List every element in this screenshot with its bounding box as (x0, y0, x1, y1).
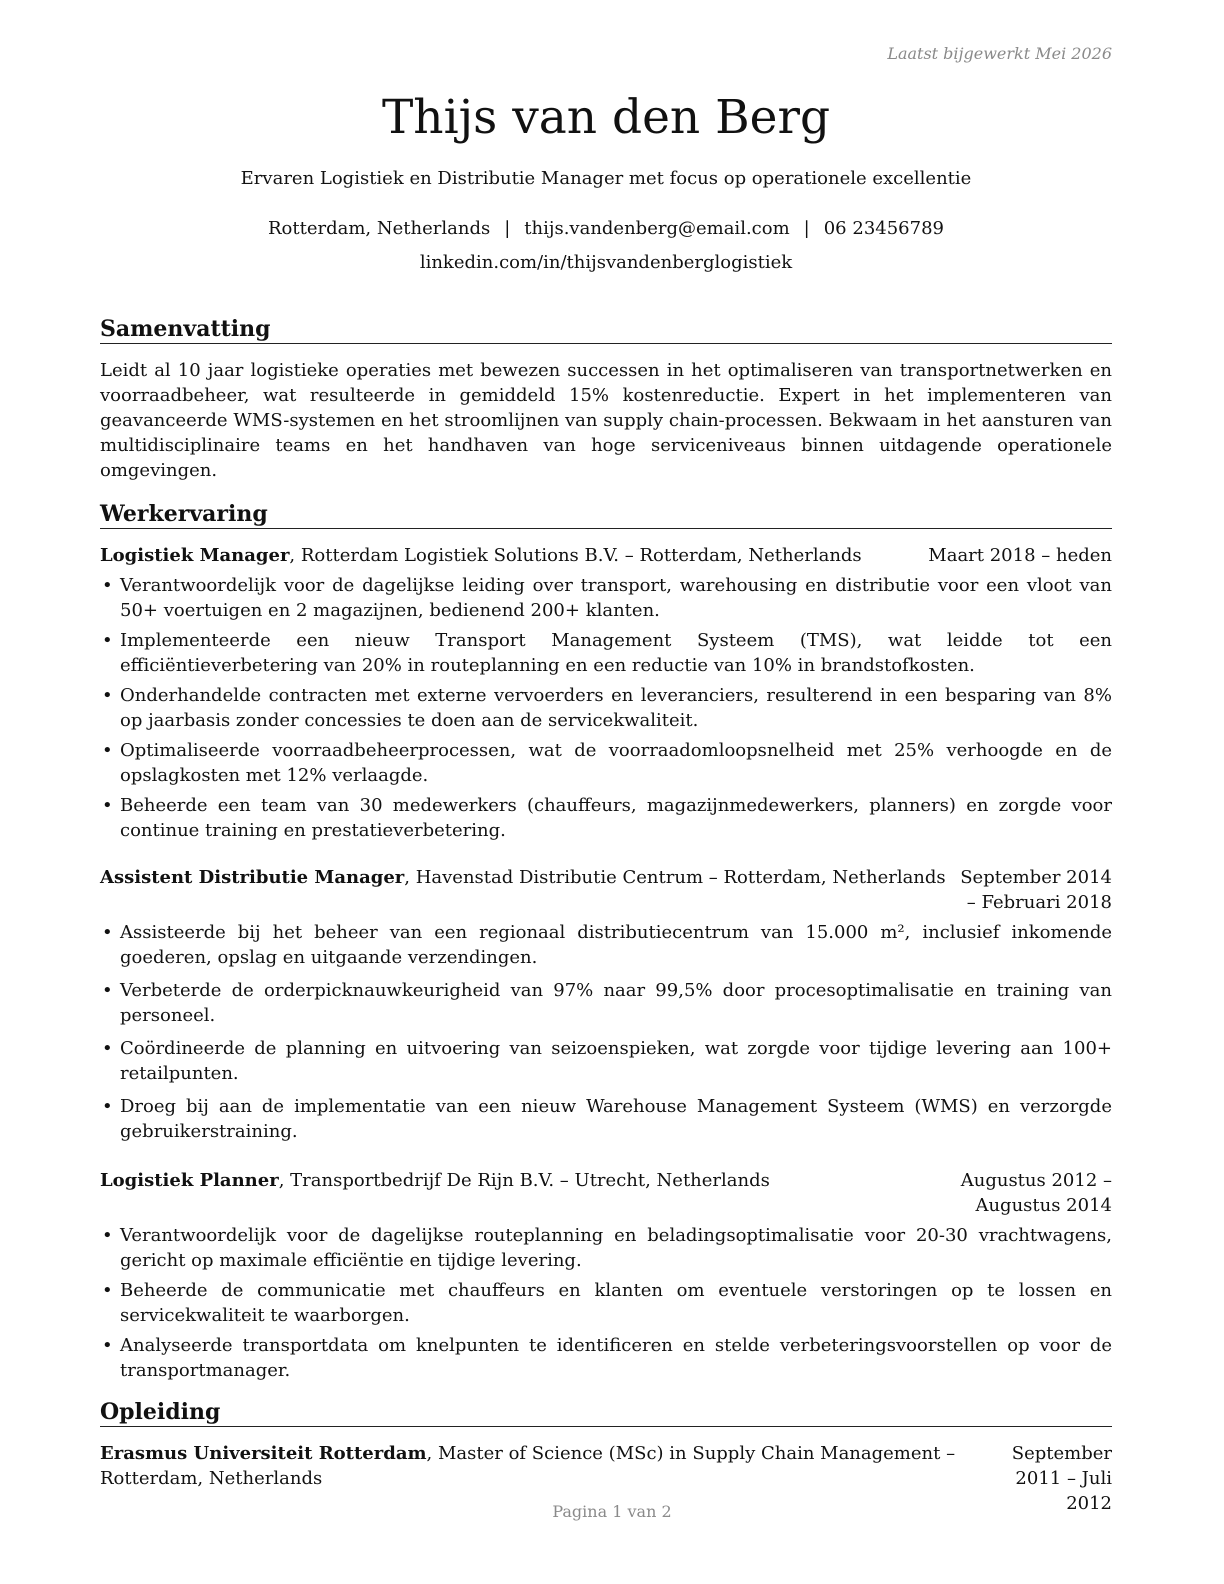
job-bullets (100, 920, 1112, 1144)
job-role: Assistent Distributie Manager (100, 867, 405, 888)
job-title-line (100, 865, 946, 915)
bullet-item: • Analyseerde transportdata om knelpunten te identificeren en stelde verbeteringsvoorstellen op voor de transportmanager. (100, 1333, 1112, 1383)
education-school: Erasmus Universiteit Rotterdam (100, 1443, 427, 1464)
separator: | (803, 218, 810, 239)
job-dates: Maart 2018 – heden (928, 545, 1112, 566)
bullet-item: • Onderhandelde contracten met externe vervoerders en leveranciers, resulterend in een besparing van 8% op jaarbasis zonder concessies te doen aan de servicekwaliteit. (100, 683, 1112, 733)
contact-line (100, 216, 1112, 242)
job-title-line (100, 1168, 770, 1218)
phone: 06 23456789 (823, 218, 944, 239)
job-header (100, 543, 1112, 568)
separator: | (504, 218, 511, 239)
job-bullets (100, 1223, 1112, 1383)
job-title-line (100, 543, 862, 568)
bullet-item: • Beheerde de communicatie met chauffeurs en klanten om eventuele verstoringen op te lossen en servicekwaliteit te waarborgen. (100, 1278, 1112, 1328)
job-entry (100, 543, 1112, 843)
bullet-item: • Verantwoordelijk voor de dagelijkse routeplanning en beladingsoptimalisatie voor 20-30 vrachtwagens, gericht op maximale efficiëntie en tijdige levering. (100, 1223, 1112, 1273)
linkedin-link[interactable]: linkedin.com/in/thijsvandenberglogistiek (419, 252, 793, 273)
bullet-item: • Verbeterde de orderpicknauwkeurigheid van 97% naar 99,5% door procesoptimalisatie en training van personeel. (100, 978, 1112, 1028)
last-updated: Laatst bijgewerkt Mei 2026 (887, 44, 1112, 63)
tagline: Ervaren Logistiek en Distributie Manager met focus op operationele excellentie (240, 168, 972, 189)
job-company: , Rotterdam Logistiek Solutions B.V. – Rotterdam, Netherlands (289, 545, 862, 566)
job-role: Logistiek Planner (100, 1170, 279, 1191)
bullet-item: • Assisteerde bij het beheer van een regionaal distributiecentrum van 15.000 m², inclusief inkomende goederen, opslag en uitgaande verzendingen. (100, 920, 1112, 970)
job-entry (100, 865, 1112, 1144)
bullet-item: • Verantwoordelijk voor de dagelijkse leiding over transport, warehousing en distributie voor een vloot van 50+ voertuigen en 2 magazijnen, bedienend 200+ klanten. (100, 573, 1112, 623)
summary-text: Leidt al 10 jaar logistieke operaties met bewezen successen in het optimaliseren van transportnetwerken en voorraadbeheer, wat resulteerde in gemiddeld 15% kostenreductie. Expert in het implementeren van geavanceerde WMS-systemen en het stroomlijnen van supply chain-processen. Bekwaam in het aansturen van multidisciplinaire teams en het handhaven van hoge serviceniveaus binnen uitdagende operationele omgevingen. (100, 360, 1112, 481)
job-dates: Augustus 2012 – Augustus 2014 (960, 1170, 1112, 1216)
bullet-item: • Optimaliseerde voorraadbeheerprocessen, wat de voorraadomloopsnelheid met 25% verhoogde en de opslagkosten met 12% verlaagde. (100, 738, 1112, 788)
job-role: Logistiek Manager (100, 545, 290, 566)
candidate-name: Thijs van den Berg (381, 90, 831, 145)
education-dates: September 2011 – Juli 2012 (1011, 1443, 1112, 1514)
section-title-education: Opleiding (100, 1399, 1112, 1427)
job-header (100, 865, 1112, 915)
job-dates: September 2014 – Februari 2018 (960, 867, 1112, 913)
job-company: , Havenstad Distributie Centrum – Rotterdam, Netherlands (404, 867, 946, 888)
job-bullets (100, 573, 1112, 843)
bullet-item: • Beheerde een team van 30 medewerkers (chauffeurs, magazijnmedewerkers, planners) en zorgde voor continue training en prestatieverbetering. (100, 793, 1112, 843)
email-link[interactable]: thijs.vandenberg@email.com (524, 218, 790, 239)
job-header (100, 1168, 1112, 1218)
page-number: Pagina 1 van 2 (552, 1502, 672, 1521)
bullet-item: • Droeg bij aan de implementatie van een nieuw Warehouse Management Systeem (WMS) en verzorgde gebruikerstraining. (100, 1094, 1112, 1144)
location: Rotterdam, Netherlands (268, 218, 491, 239)
bullet-item: • Coördineerde de planning en uitvoering van seizoenspieken, wat zorgde voor tijdige levering aan 100+ retailpunten. (100, 1036, 1112, 1086)
job-company: , Transportbedrijf De Rijn B.V. – Utrecht, Netherlands (278, 1170, 770, 1191)
bullet-item: • Implementeerde een nieuw Transport Management Systeem (TMS), wat leidde tot een efficiëntieverbetering van 20% in routeplanning en een reductie van 10% in brandstofkosten. (100, 628, 1112, 678)
job-entry (100, 1168, 1112, 1383)
education-details: , Master of Science (MSc) in Supply Chain Management – Rotterdam, Netherlands (100, 1443, 956, 1489)
section-title-summary: Samenvatting (100, 316, 1112, 344)
section-title-experience: Werkervaring (100, 501, 1112, 529)
